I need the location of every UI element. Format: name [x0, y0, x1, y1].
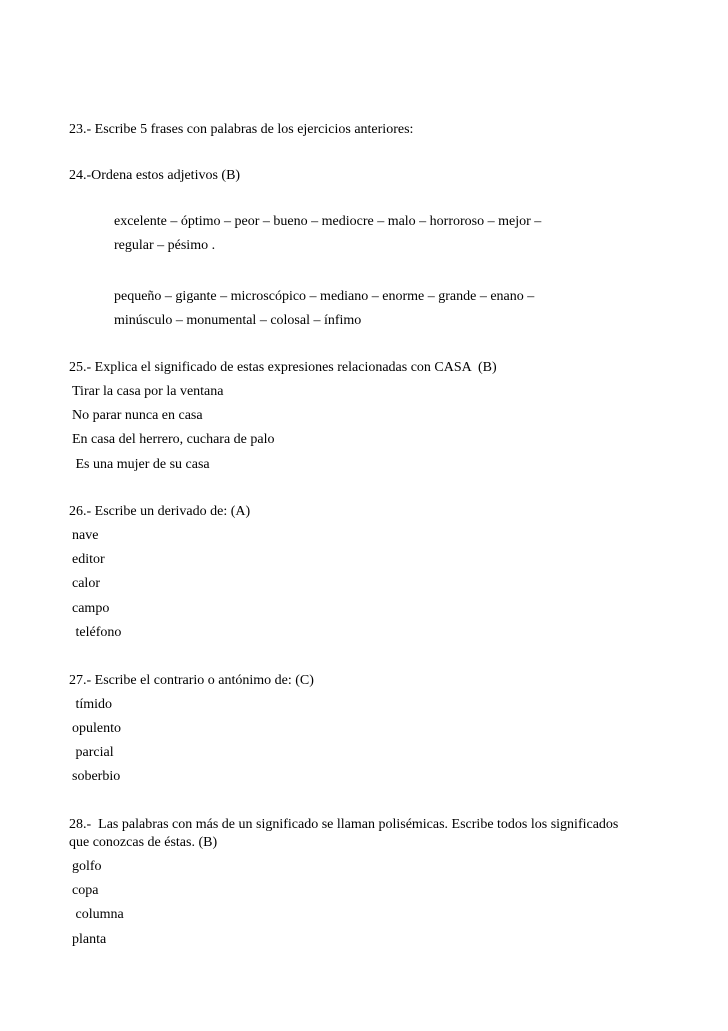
adjectives-group-2-line-1: pequeño – gigante – microscópico – mediano – enorme – grande – enano –: [114, 289, 535, 304]
question-26-item: nave: [72, 528, 99, 543]
question-25-item: Tirar la casa por la ventana: [72, 384, 224, 399]
question-25-heading: 25.- Explica el significado de estas expresiones relacionadas con CASA (B): [69, 360, 497, 375]
question-24-heading: 24.-Ordena estos adjetivos (B): [69, 168, 241, 183]
adjectives-group-1-line-1: excelente – óptimo – peor – bueno – mediocre – malo – horroroso – mejor –: [114, 214, 542, 229]
adjectives-group-1-line-2: regular – pésimo .: [114, 238, 216, 253]
question-27-item: soberbio: [72, 769, 121, 784]
question-28-item: golfo: [72, 859, 102, 874]
question-27-item: parcial: [72, 745, 114, 760]
question-27-item: opulento: [72, 721, 121, 736]
question-28-heading-line-2: que conozcas de éstas. (B): [69, 835, 218, 850]
question-26-heading: 26.- Escribe un derivado de: (A): [69, 504, 251, 519]
question-26-item: teléfono: [72, 625, 122, 640]
question-28-heading-line-1: 28.- Las palabras con más de un significado se llaman polisémicas. Escribe todos los significados: [69, 817, 619, 832]
question-27-item: tímido: [72, 697, 113, 712]
question-23-heading: 23.- Escribe 5 frases con palabras de los ejercicios anteriores:: [69, 122, 414, 137]
question-26-item: campo: [72, 601, 110, 616]
adjectives-group-2-line-2: minúsculo – monumental – colosal – ínfimo: [114, 313, 362, 328]
question-28-item: copa: [72, 883, 99, 898]
question-28-item: planta: [72, 932, 107, 947]
question-25-item: Es una mujer de su casa: [72, 457, 210, 472]
question-28-item: columna: [72, 907, 124, 922]
question-25-item: No parar nunca en casa: [72, 408, 203, 423]
question-26-item: calor: [72, 576, 100, 591]
question-27-heading: 27.- Escribe el contrario o antónimo de: (C): [69, 673, 314, 688]
question-25-item: En casa del herrero, cuchara de palo: [72, 432, 275, 447]
question-26-item: editor: [72, 552, 105, 567]
